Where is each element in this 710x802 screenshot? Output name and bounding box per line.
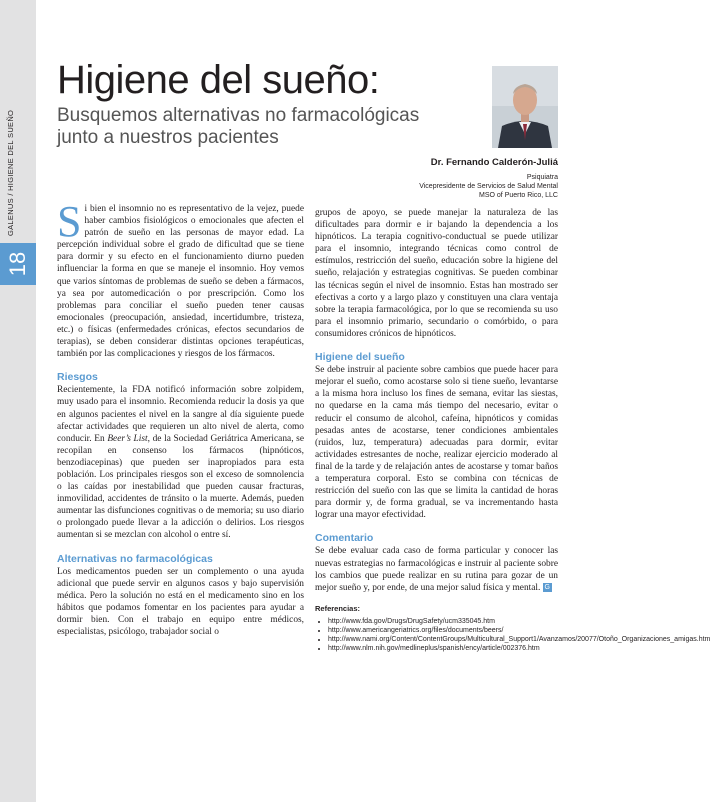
drop-cap: S	[57, 197, 82, 246]
references-title: Referencias:	[315, 603, 361, 613]
article-title: Higiene del sueño:	[57, 58, 380, 102]
heading-alternativas: Alternativas no farmacológicas	[57, 552, 213, 565]
heading-higiene: Higiene del sueño	[315, 351, 405, 364]
page-number: 18	[4, 251, 30, 277]
author-roles	[419, 173, 558, 200]
intro-paragraph: Si bien el insomnio no es representativo de la vejez, puede haber cambios fisiológicos o emocionales que afecten el patrón de sueño en las personas de mayor edad. La percepción individual sobre el grado de dificultad que se tiene para dormir y su efecto en el funcionamiento diurno pueden influenciar la forma en que se maneje el insomnio. Hoy vemos que varios síntomas de problemas de sueño se deben a fármacos, ya sea por automedicación o por prescripción. Como los problemas para conciliar el sueño pueden tener causas emocionales (preocupación, ansiedad, incertidumbre, tristeza, etc.) o físicas (enfermedades crónicas, efectos secundarios de terapias), se deben considerar distintas opciones terapéuticas, también por las complicaciones y riesgos de los fármacos.	[57, 197, 304, 360]
section-label: GALENUS / HIGIENE DEL SUEÑO	[6, 109, 15, 236]
riesgos-paragraph: Recientemente, la FDA notificó información sobre zolpidem, muy usado para el insomnio. Recomienda reducir la dosis ya que en algunos pacientes el nivel en la sangre al día siguiente puede afectar actividades que requieren un alto nivel de alerta, como conducir. En Beer’s List, de la Sociedad Geriátrica Americana, se recopilan en consenso los fármacos (hipnóticos, benzodiacepinas) que pueden ser inapropiados para esta población. Los principales riesgos son el exceso de somnolencia o las caídas por inestabilidad que pueden causar fracturas, inmovilidad, accidentes de tránsito o la muerte. Además, pueden aumentar las disfunciones cognitivas o de memoria; su uso diario o prolongado puede llevar a la adicción o delirios. Los riesgos aumentan si se mezclan con alcohol o entre sí.	[57, 385, 304, 541]
alternativas-paragraph: Los medicamentos pueden ser un complemento o una ayuda adicional que puede servir en algunos casos y bajo supervisión médica. Pero la solución no está en el medicamento sino en los hábitos que podamos fomentar en los pacientes para ayudar a dormir bien. Con el trabajo en equipo entre médicos, especialistas, psicólogo, trabajador social o	[57, 566, 304, 638]
author-role: Vicepresidente de Servicios de Salud Mental	[419, 183, 558, 190]
author-role: Psiquiatra	[526, 174, 558, 181]
reference-item: • http://www.fda.gov/Drugs/DrugSafety/ucm335045.htm	[328, 617, 558, 626]
references-list	[315, 617, 710, 653]
higiene-paragraph: Se debe instruir al paciente sobre cambios que puede hacer para mejorar el sueño, como acostarse solo si tiene sueño, levantarse a la misma hora incluso los fines de semana, evitar las siestas, no quedarse en la cama más tiempo del necesario, evitar o reducir el consumo de alcohol, cafeína, hipnóticos y comidas pesadas antes de acostarse, tener condiciones ambientales (ruidos, luz, temperatura) adecuadas para dormir, evitar actividades estresantes de noche, realizar ejercicio moderado al final de la tarde y de relajación antes de acostarse y tomar baños a temperatura corporal. Esto se combina con técnicas de restricción del sueño con las que se limita la cantidad de horas para dormir y, de forma gradual, se va incrementando hasta lograr una mayor efectividad.	[315, 365, 558, 521]
heading-comentario: Comentario	[315, 532, 374, 545]
end-mark-icon: G	[544, 584, 550, 592]
comentario-paragraph: Se debe evaluar cada caso de forma particular y conocer las nuevas estrategias no farmacológicas e instruir al paciente sobre los cambios que puede realizar en su rutina para gozar de un mejor sueño y, por ende, de una mejor salud física y mental. G	[315, 546, 558, 593]
left-column	[57, 197, 304, 638]
author-photo	[492, 66, 558, 148]
heading-riesgos: Riesgos	[57, 371, 98, 384]
author-role: MSO of Puerto Rico, LLC	[479, 192, 558, 199]
article-subtitle: Busquemos alternativas no farmacológicas junto a nuestros pacientes	[57, 105, 420, 148]
continuation-paragraph: grupos de apoyo, se puede manejar la naturaleza de las dificultades para dormir e ir bajando la dependencia a los hipnóticos. La terapia cognitivo-conductual se puede utilizar para el insomnio, integrando técnicas como control de estímulos, restricción del sueño, educación sobre la higiene del sueño, relajación y estrategias cognitivas. Se pueden combinar las técnicas según el nivel de insomnio. Estas han mostrado ser efectivas a corto y a largo plazo y constituyen una clara ventaja sobre la terapia farmacológica, por lo que se recomienda su uso para el insomnio primario, secundario o comórbido, o para consumidores crónicos de hipnóticos.	[315, 208, 558, 339]
right-column	[315, 207, 710, 653]
reference-item: • http://www.nami.org/Content/ContentGroups/Multicultural_Support1/Avanzamos/20077/Otoño_Organizaciones_amigas.htm	[328, 635, 558, 644]
reference-item: • http://www.nlm.nih.gov/medlineplus/spanish/ency/article/002376.htm	[328, 644, 558, 653]
reference-item: • http://www.americangeriatrics.org/files/documents/beers/	[328, 626, 558, 635]
author-name: Dr. Fernando Calderón-Juliá	[430, 157, 558, 168]
